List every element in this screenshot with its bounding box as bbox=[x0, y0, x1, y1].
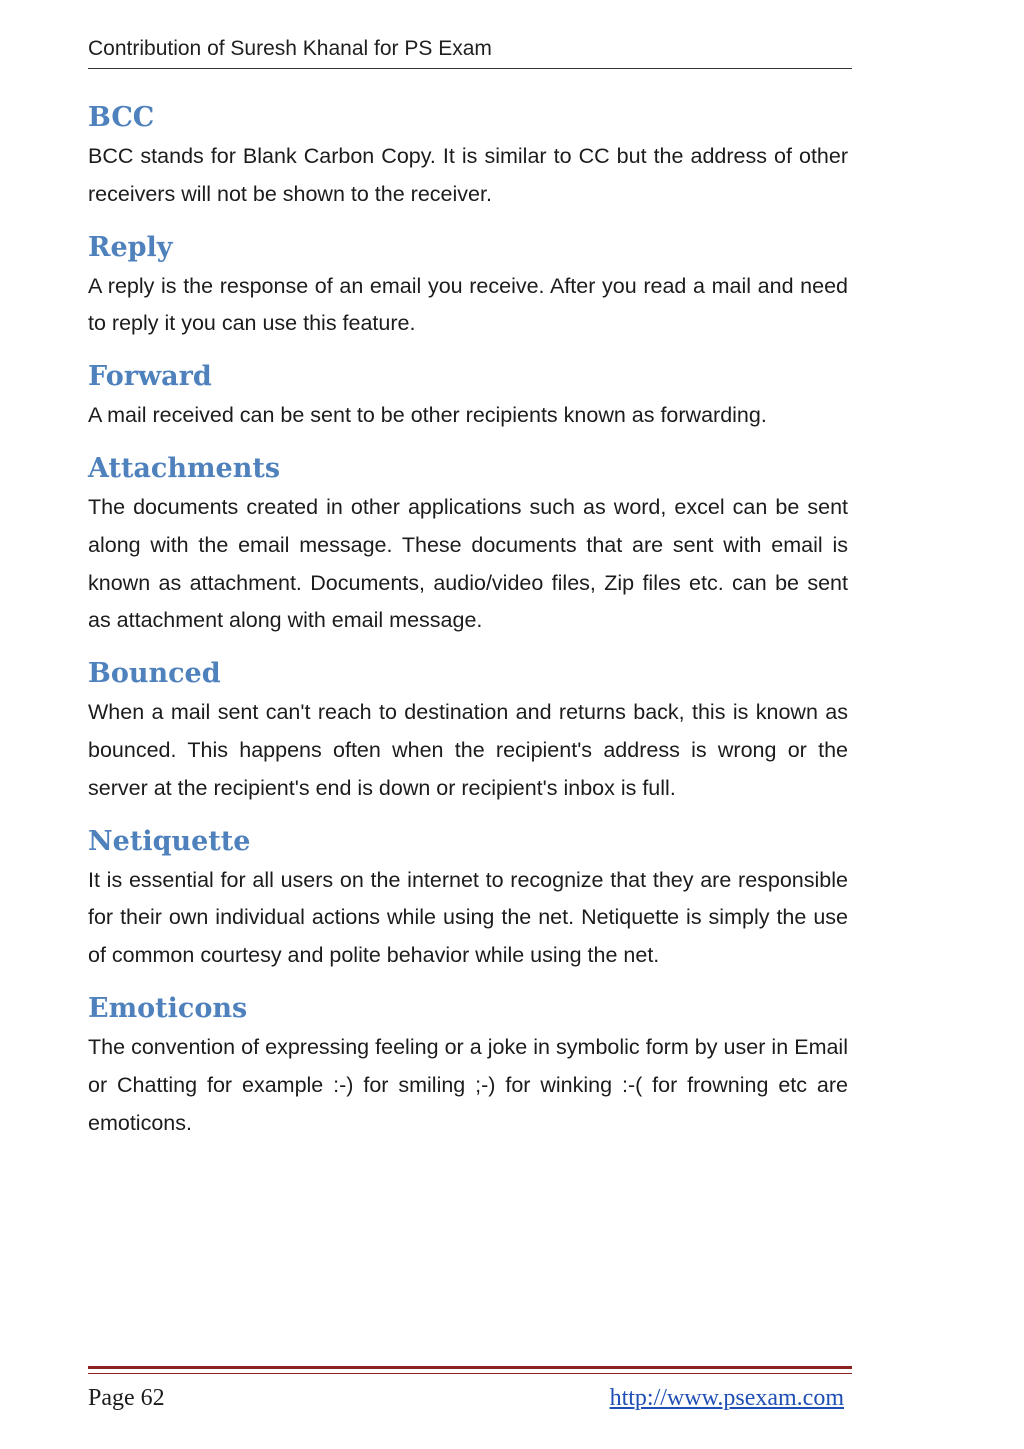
section-title: Forward bbox=[88, 361, 212, 393]
section-emoticons bbox=[88, 989, 848, 1142]
header-title: Contribution of Suresh Khanal for PS Exam bbox=[88, 37, 492, 60]
section-title: Bounced bbox=[88, 658, 221, 690]
section-title: Netiquette bbox=[88, 825, 251, 857]
section-bcc bbox=[88, 98, 848, 214]
footer-divider bbox=[88, 1366, 852, 1374]
section-body: When a mail sent can't reach to destination and returns back, this is known as bounced. This happens often when the recipient's address is wrong or the server at the recipient's end is down or recipient's inbox is full. bbox=[88, 700, 848, 800]
section-body: The documents created in other applications such as word, excel can be sent along with the email message. These documents that are sent with email is known as attachment. Documents, audio/video files, Zip files etc. can be sent as attachment along with email message. bbox=[88, 494, 848, 633]
section-title: Emoticons bbox=[88, 992, 248, 1024]
page-number: Page 62 bbox=[88, 1385, 165, 1411]
section-body: A mail received can be sent to be other recipients known as forwarding. bbox=[88, 403, 767, 428]
section-reply bbox=[88, 228, 848, 344]
section-body: A reply is the response of an email you receive. After you read a mail and need to reply it you can use this feature. bbox=[88, 273, 848, 336]
page-header bbox=[88, 34, 852, 69]
section-title: Reply bbox=[88, 231, 173, 263]
section-forward bbox=[88, 357, 848, 435]
section-attachments bbox=[88, 449, 848, 640]
section-netiquette bbox=[88, 822, 848, 975]
page-content bbox=[88, 98, 848, 1156]
section-title: BCC bbox=[88, 102, 155, 133]
section-title: Attachments bbox=[88, 452, 281, 484]
section-bounced bbox=[88, 654, 848, 807]
section-body: The convention of expressing feeling or a joke in symbolic form by user in Email or Chatting for example :-) for smiling ;-) for winking :-( for frowning etc are emoticons. bbox=[88, 1034, 848, 1135]
section-body: It is essential for all users on the internet to recognize that they are responsible for their own individual actions while using the net. Netiquette is simply the use of common courtesy and polite behavior while using the net. bbox=[88, 867, 848, 968]
section-body: BCC stands for Blank Carbon Copy. It is similar to CC but the address of other receivers will not be shown to the receiver. bbox=[88, 144, 848, 206]
footer-website-link[interactable]: http://www.psexam.com bbox=[609, 1385, 844, 1411]
